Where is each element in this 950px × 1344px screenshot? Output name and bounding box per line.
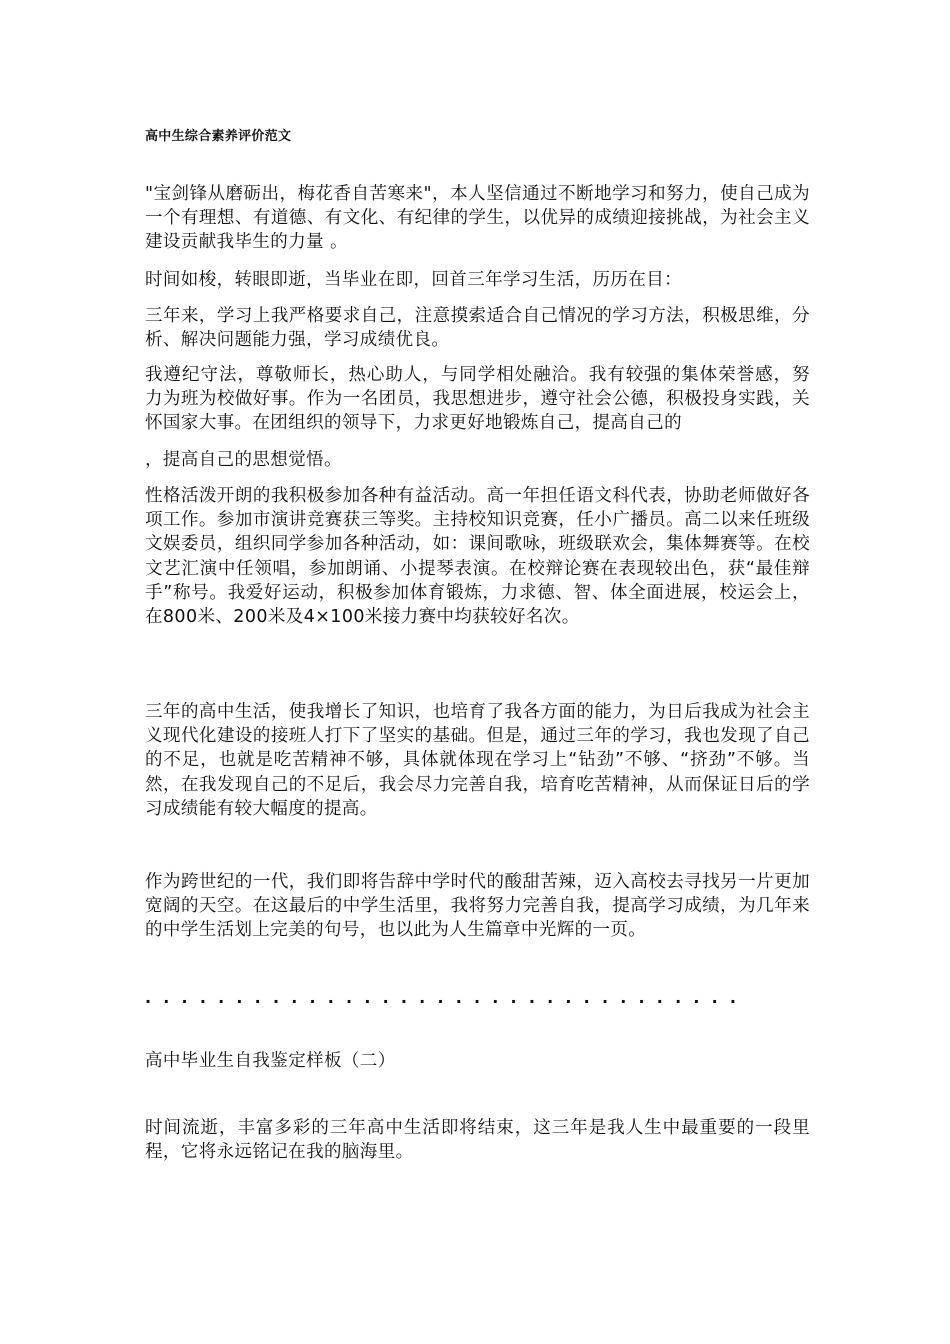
dotted-separator [145,985,805,1010]
paragraph-activities: 性格活泼开朗的我积极参加各种有益活动。高一年担任语文科代表，协助老师做好各项工作。参加市演讲竞赛获三等奖。主持校知识竞赛，任小广播员。高二以来任班级文娱委员，组织同学参加各种活动，如：课间歌咏，班级联欢会，集体舞赛等。在校文艺汇演中任领唱，参加朗诵、小提琴表演。在校辩论赛在表现较出色，获“最佳辩手”称号。我爱好运动，积极参加体育锻炼，力求德、智、体全面进展，校运会上，在800米、200米及4×100米接力赛中均获较好名次。 [145,486,810,628]
paragraph-reflection: 三年的高中生活，使我增长了知识，也培育了我各方面的能力，为日后我成为社会主义现代化建设的接班人打下了坚实的基础。但是，通过三年的学习，我也发现了自己的不足，也就是吃苦精神不够，具体就体现在学习上“钻劲”不够、“挤劲”不够。当然，在我发现自己的不足后，我会尽力完善自我，培育吃苦精神，从而保证日后的学习成绩能有较大幅度的提高。 [145,702,810,819]
paragraph-conduct: 我遵纪守法，尊敬师长，热心助人，与同学相处融洽。我有较强的集体荣誉感，努 力为班为校做好事。作为一名团员，我思想进步，遵守社会公德，积极投身实践，关怀国家大事。在团组织的领导下，力求更好地锻炼自己，提高自己的 [145,365,810,434]
separator-dots: ................................. [145,988,749,1007]
paragraph-time: 时间如梭，转眼即逝，当毕业在即，回首三年学习生活，历历在目： [145,270,682,290]
paragraph-study: 三年来，学习上我严格要求自己，注意摸索适合自己情况的学习方法，积极思维，分析、解决问题能力强，学习成绩优良。 [145,306,810,351]
paragraph-future: 作为跨世纪的一代，我们即将告辞中学时代的酸甜苦辣，迈入高校去寻找另一片更加宽阔的天空。在这最后的中学生活里，我将努力完善自我，提高学习成绩，为几年来的中学生活划上完美的句号，也以此为人生篇章中光辉的一页。 [145,872,810,941]
section-heading: 高中毕业生自我鉴定样板（二） [145,1051,396,1071]
document-title: 高中生综合素养评价范文 [145,129,292,144]
paragraph-intro: "宝剑锋从磨砺出，梅花香自苦寒来"，本人坚信通过不断地学习和努力，使自己成为一个有理想、有道德、有文化、有纪律的学生，以优异的成绩迎接挑战，为社会主义建设贡献我毕生的力量 。 [145,184,810,253]
paragraph-conduct-cont: ，提高自己的思想觉悟。 [145,450,342,470]
paragraph-closing: 时间流逝，丰富多彩的三年高中生活即将结束，这三年是我人生中最重要的一段里程，它将永远铭记在我的脑海里。 [145,1118,810,1163]
